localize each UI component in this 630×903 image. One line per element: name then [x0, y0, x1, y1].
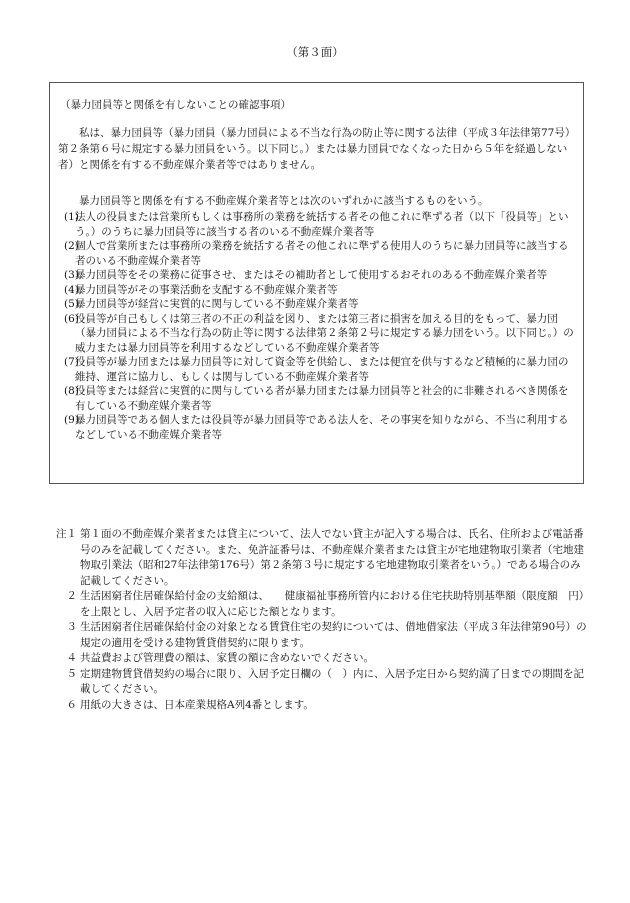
definition-item — [50, 210, 585, 239]
item-text: 暴力団員等が経営に実質的に関与している不動産媒介業者等 — [75, 298, 359, 310]
note-item — [39, 651, 589, 667]
item-number: (2) — [64, 240, 79, 252]
note-item — [39, 527, 589, 589]
note-text: 生活困窮者住居確保給付金の対象となる賃貸住宅の契約については、借地借家法（平成３年法律第90号）の規定の適用を受ける建物賃貸借契約に限ります。 — [80, 621, 587, 649]
item-text: 役員等または経営に実質的に関与している者が暴力団または暴力団員等と社会的に非難されるべき関係を有している不動産媒介業者等 — [75, 385, 569, 412]
definition-item — [50, 268, 585, 283]
note-text: 定期建物賃貸借契約の場合に限り、入居予定日欄の（ ）内に、入居予定日から契約満了日までの期間を記載してください。 — [80, 667, 584, 695]
item-number: (3) — [64, 269, 79, 281]
note-item — [39, 589, 589, 620]
declaration-text: 私は、暴力団員等（暴力団員（暴力団員による不当な行為の防止等に関する法律（平成３年法律第77号）第２条第６号に規定する暴力団員をいう。以下同じ。）または暴力団員でなくなった日から５年を経過しない者）と関係を有する不動産媒介業者等ではありません。 — [58, 127, 576, 171]
definition-item — [50, 355, 585, 384]
item-number: (9) — [64, 414, 79, 426]
definition-item — [50, 283, 585, 298]
item-number: (5) — [64, 298, 79, 310]
notes-section — [39, 527, 589, 713]
note-label: ４ — [66, 652, 77, 664]
note-item — [39, 698, 589, 714]
note-label: 注１ — [56, 528, 77, 540]
note-text: 生活困窮者住居確保給付金の支給額は、 健康福祉事務所管内における住宅扶助特別基準額（限度額 円）を上限とし、入居予定者の収入に応じた額となります。 — [80, 590, 584, 618]
definition-item — [50, 297, 585, 312]
note-text: 用紙の大きさは、日本産業規格A列4番とします。 — [80, 698, 314, 711]
note-text: 共益費および管理費の額は、家賃の額に含めないでください。 — [80, 652, 374, 664]
confirmation-heading: （暴力団員等と関係を有しないことの確認事項） — [60, 99, 291, 111]
item-text: 法人の役員または営業所もしくは事務所の業務を統括する者その他これに準ずる者（以下「役員等」という。）のうちに暴力団員等に該当する者のいる不動産媒介業者等 — [75, 211, 569, 238]
item-number: (8) — [64, 385, 79, 397]
note-text: 第１面の不動産媒介業者または貸主について、法人でない貸主が記入する場合は、氏名、住所および電話番号のみを記載してください。また、免許証番号は、不動産媒介業者または貸主が宅地建物取引業者（宅地建物取引業法（昭和27年法律第176号）第２条第３号に規定する宅地建物取引業者をいう。）である場合のみ記載してください。 — [80, 528, 584, 587]
definition-item — [50, 239, 585, 268]
item-text: 役員等が暴力団または暴力団員等に対して資金等を供給し、または便宜を供与するなど積極的に暴力団の維持、運営に協力し、もしくは関与している不動産媒介業者等 — [75, 356, 569, 383]
item-text: 個人で営業所または事務所の業務を統括する者その他これに準ずる使用人のうちに暴力団員等に該当する者のいる不動産媒介業者等 — [75, 240, 569, 267]
note-label: ２ — [66, 590, 77, 602]
item-number: (4) — [64, 283, 79, 296]
confirmation-box — [49, 82, 584, 484]
note-label: ３ — [66, 621, 77, 633]
definition-item — [50, 312, 585, 356]
item-number: (6) — [64, 312, 79, 325]
item-text: 暴力団員等である個人または役員等が暴力団員等である法人を、その事実を知りながら、不当に利用するなどしている不動産媒介業者等 — [75, 414, 569, 441]
item-text: 暴力団員等がその事業活動を支配する不動産媒介業者等 — [75, 283, 338, 296]
note-label: ６ — [66, 698, 77, 711]
definition-item — [50, 384, 585, 413]
note-item — [39, 620, 589, 651]
definition-list — [50, 210, 585, 442]
note-label: ５ — [66, 667, 77, 680]
item-number: (7) — [64, 356, 79, 368]
item-text: 役員等が自己もしくは第三者の不正の利益を図り、または第三者に損害を加える目的をもって、暴力団（暴力団員による不当な行為の防止等に関する法律第２条第２号に規定する暴力団をいう。以下同じ。）の威力または暴力団員等を利用するなどしている不動産媒介業者等 — [75, 312, 574, 354]
definition-item — [50, 413, 585, 442]
item-number: (1) — [64, 211, 79, 223]
item-text: 暴力団員等をその業務に従事させ、またはその補助者として使用するおそれのある不動産媒介業者等 — [75, 269, 548, 281]
page-label: （第３面） — [286, 45, 344, 59]
note-item — [39, 667, 589, 698]
definition-intro: 暴力団員等と関係を有する不動産媒介業者等とは次のいずれかに該当するものをいう。 — [79, 195, 489, 207]
